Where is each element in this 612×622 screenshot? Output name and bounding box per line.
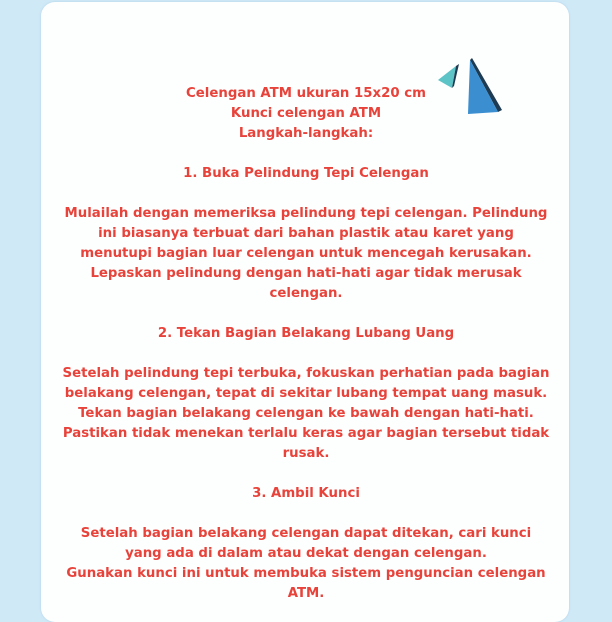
step-3-text: Setelah bagian belakang celengan dapat ditekan, cari kunci yang ada di dalam atau dekat dengan celengan.: [80, 526, 532, 561]
step-1-text: Mulailah dengan memeriksa pelindung tepi celengan. Pelindung ini biasanya terbuat dari bahan plastik atau karet yang menutupi bagian luar celengan untuk mencegah kerusakan.: [64, 206, 548, 261]
intro-line: Langkah-langkah:: [238, 126, 374, 141]
intro-line: Kunci celengan ATM: [230, 106, 382, 121]
step-1-text: Lepaskan pelindung dengan hati-hati agar tidak merusak celengan.: [90, 266, 522, 301]
intro-line: Celengan ATM ukuran 15x20 cm: [186, 86, 426, 101]
step-2-text: Tekan bagian belakang celengan ke bawah dengan hati-hati.: [78, 406, 534, 421]
step-2-text: Setelah pelindung tepi terbuka, fokuskan perhatian pada bagian belakang celengan, tepat di sekitar lubang tempat uang masuk.: [62, 366, 550, 401]
instructions-text: [62, 84, 550, 604]
step-1-title: 1. Buka Pelindung Tepi Celengan: [183, 166, 429, 181]
step-2-text: Pastikan tidak menekan terlalu keras agar bagian tersebut tidak rusak.: [62, 426, 550, 461]
step-2-title: 2. Tekan Bagian Belakang Lubang Uang: [157, 326, 455, 341]
step-3-text: Gunakan kunci ini untuk membuka sistem penguncian celengan ATM.: [66, 566, 546, 601]
step-3-title: 3. Ambil Kunci: [252, 486, 360, 501]
